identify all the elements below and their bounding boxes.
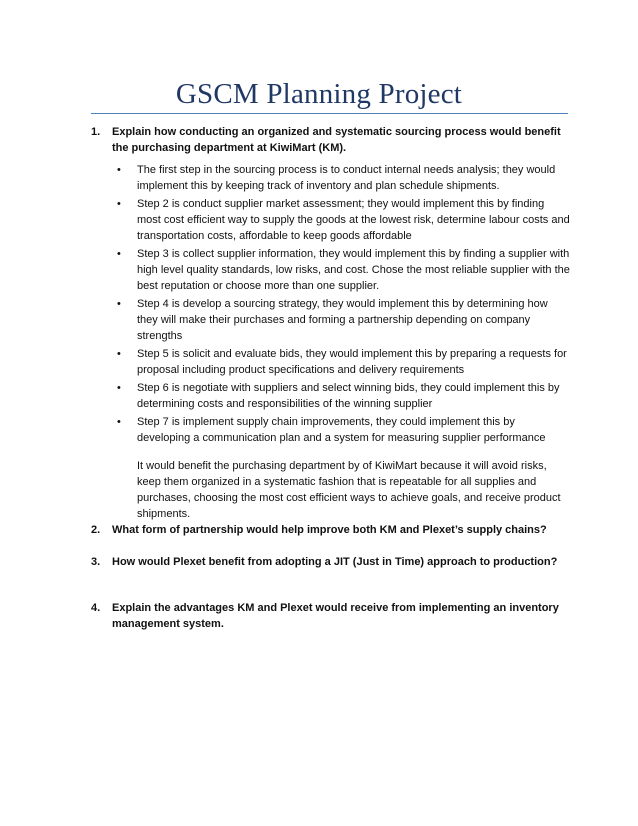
list-item-text: Step 7 is implement supply chain improvements, they could implement this by developing a communication plan and a system for measuring supplier performance — [137, 416, 546, 444]
question-number: 4. — [91, 602, 101, 614]
bullet-icon: • — [117, 298, 121, 310]
list-item — [91, 380, 571, 412]
question-4 — [91, 600, 571, 632]
list-item-text: Step 5 is solicit and evaluate bids, they would implement this by preparing a requests for proposal including product specifications and delivery requirements — [137, 348, 567, 376]
list-item-text: Step 4 is develop a sourcing strategy, they would implement this by determining how they will make their purchases and forming a partnership depending on company strengths — [137, 298, 548, 342]
list-item-text: Step 6 is negotiate with suppliers and select winning bids, they could implement this by determining costs and responsibilities of the winning supplier — [137, 382, 560, 410]
list-item — [91, 296, 571, 344]
question-3 — [91, 554, 571, 570]
list-item-text: The first step in the sourcing process is to conduct internal needs analysis; they would implement this by keeping track of inventory and plan schedule shipments. — [137, 164, 556, 192]
list-item — [91, 346, 571, 378]
bullet-icon: • — [117, 198, 121, 210]
title-underline — [91, 113, 568, 114]
question-1 — [91, 124, 571, 156]
bullet-icon: • — [117, 348, 121, 360]
question-number: 1. — [91, 126, 101, 138]
list-item — [91, 162, 571, 194]
list-item — [91, 196, 571, 244]
bullet-icon: • — [117, 164, 121, 176]
answer-conclusion: It would benefit the purchasing department by of KiwiMart because it will avoid risks, keep them organized in a systematic fashion that is repeatable for all supplies and purchases, choosing the most cost efficient ways to achieve goals, and receive product shipments. — [137, 460, 561, 520]
list-item — [91, 246, 571, 294]
question-number: 2. — [91, 524, 101, 536]
question-text: What form of partnership would help improve both KM and Plexet’s supply chains? — [112, 524, 547, 536]
list-item-text: Step 2 is conduct supplier market assessment; they would implement this by finding most cost efficient way to supply the goods at the lowest risk, determine labour costs and transportation costs, affordable to keep goods affordable — [137, 198, 570, 242]
bullet-icon: • — [117, 416, 121, 428]
question-number: 3. — [91, 556, 101, 568]
document-body — [91, 124, 571, 632]
list-item — [91, 414, 571, 446]
question-text: How would Plexet benefit from adopting a JIT (Just in Time) approach to production? — [112, 556, 558, 568]
list-item-text: Step 3 is collect supplier information, they would implement this by finding a supplier with high level quality standards, low risks, and cost. Chose the most reliable supplier with the best reputation or choose more than one supplier. — [137, 248, 570, 292]
sourcing-steps-list — [91, 162, 571, 446]
document-title: GSCM Planning Project — [175, 78, 463, 110]
question-text: Explain how conducting an organized and systematic sourcing process would benefit the purchasing department at KiwiMart (KM). — [112, 126, 561, 154]
question-2 — [91, 522, 571, 538]
bullet-icon: • — [117, 248, 121, 260]
question-text: Explain the advantages KM and Plexet would receive from implementing an inventory management system. — [112, 602, 559, 630]
bullet-icon: • — [117, 382, 121, 394]
